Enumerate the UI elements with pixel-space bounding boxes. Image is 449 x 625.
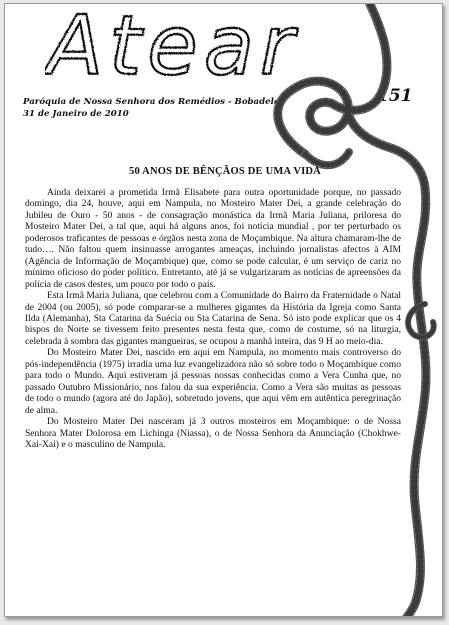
article-paragraph: Do Mosteiro Mater Dei nasceram já 3 outros mosteiros em Moçambique: o de Nossa Senhora Mater Dolorosa em Lichinga (Niassa), o de Nossa Senhora da Anunciação (Chokhwe-Xai-Xai) e o masculino de Nampula.: [25, 416, 401, 450]
issue-date: 31 de Janeiro de 2010: [23, 109, 129, 119]
masthead-info: [23, 96, 323, 120]
masthead-title: [45, 8, 375, 86]
masthead: [45, 8, 375, 86]
article-paragraph: Do Mosteiro Mater Dei, nascido em aqui em Nampula, no momento mais controverso do pós-independência (1975) irradia uma luz evangelizadora não só sobre todo o Moçambique como para todo o Mundo. Aqui estiveram já pessoas nossas conhecidas como a Vera Cunha que, no passado Outubro Missionário, nos falou da sua experiência. Como a Vera são muitas as pessoas de todo o mundo (agora até do Japão), sobretudo jovens, que aqui vêm em autêntica peregrinação de alma.: [25, 347, 401, 416]
article-paragraph: Esta Irmã Maria Juliana, que celebrou com a Comunidade do Bairro da Fraternidade o Natal de 2004 (ou 2005), só pode comparar-se a mulheres gigantes da História da Igreja como Santa Ilda (Alemanha), Sta Catarina da Suécia ou Sta Catarina de Sena. Só isto pode explicar que os 4 bispos do Norte se tivessem feito presentes nesta festa que, como de costume, só na liturgia, celebrada à sombra das gigantes mangueiras, se ocupou a manhã inteira, das 9 H ao meio-dia.: [25, 290, 401, 347]
article-body: [25, 187, 401, 450]
newsletter-page: [4, 3, 443, 617]
masthead-title-text: Atear: [47, 8, 300, 86]
issue-number: 151: [377, 86, 413, 106]
article-paragraph: Ainda deixarei a prometida Irmã Elisabete para outra oportunidade porque, no passado domingo, dia 24, houve, aqui em Nampula, no Mosteiro Mater Dei, a grande celebração do Jubileu de Ouro - 50 anos - de consagração monástica da Irmã Maria Juliana, priloresa do Mosteiro Mater Dei, a tal que, aqui há alguns anos, foi notícia mundial , por ter perturbado os poderosos traficantes de pessoas e órgãos nesta zona de Moçambique. Na altura chamaram-lhe de tudo…. Não faltou quem insinuasse arrogantes ameaças, incluindo jornalistas afectos à AIM (Agência de Informação de Moçambique) que, como se pode calcular, é um serviço de cariz no mínimo oficioso do poder político. Entretanto, até já se vulgarizaram as notícias de apreensões da polícia de casos destes, um pouco por todo o país.: [25, 187, 401, 290]
parish-name: Paróquia de Nossa Senhora dos Remédios - Bobadela: [23, 97, 280, 107]
article-headline: 50 ANOS DE BÊNÇÃOS DE UMA VIDA: [129, 166, 321, 177]
